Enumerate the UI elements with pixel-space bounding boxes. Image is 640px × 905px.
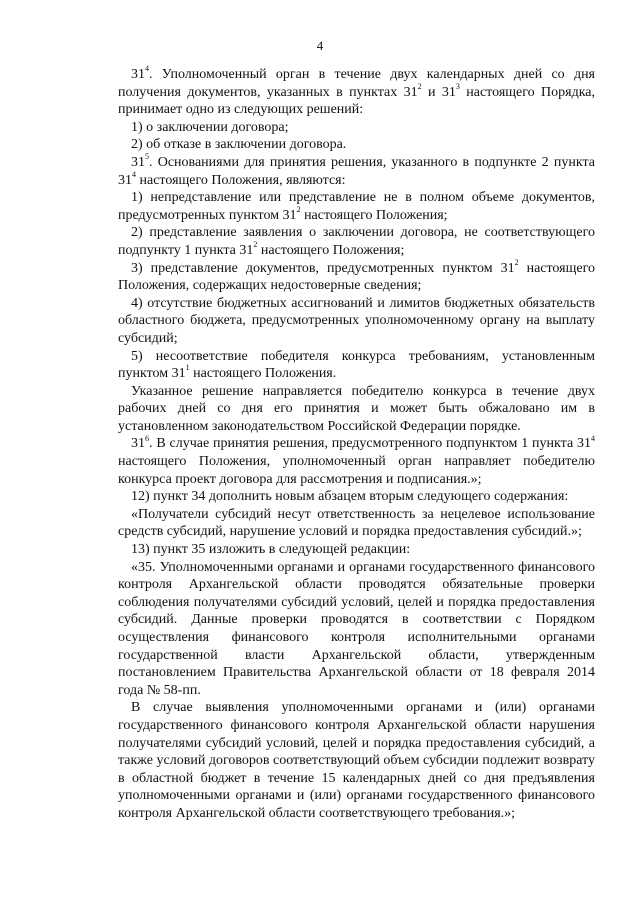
- amendment-item-12: 12) пункт 34 дополнить новым абзацем вторым следующего содержания:: [131, 489, 569, 505]
- list-item: 5) несоответствие победителя конкурса требованиям, установленным пунктом $31^1$ настоящего Положения.: [118, 348, 595, 382]
- paragraph-31-4: $31^4$. Уполномоченный орган в течение двух календарных дней со дня получения документов, указанных в пунктах $31^2$ и $31^3$ настоящего Порядка, принимает одно из следующих решений:: [118, 64, 596, 118]
- list-item: 2) об отказе в заключении договора.: [131, 137, 347, 153]
- paragraph-31-5: $31^5$. Основаниями для принятия решения, указанного в подпункте 2 пункта $31^4$ настоящего Положения, являются:: [118, 152, 595, 188]
- list-item: 1) непредставление или представление не в полном объеме документов, предусмотренных пунктом $31^2$ настоящего Положения;: [118, 190, 595, 223]
- amendment-item-13: 13) пункт 35 изложить в следующей редакции:: [131, 542, 411, 558]
- page-number: 4: [316, 38, 324, 53]
- list-item: 2) представление заявления о заключении договора, не соответствующего подпункту 1 пункта $31^2$ настоящего Положения;: [118, 225, 595, 258]
- document-body: [118, 66, 595, 823]
- paragraph: В случае выявления уполномоченными органами и (или) органами государственного финансового контроля Архангельской области нарушения получателями субсидий условий, целей и порядка предоставления субсидий, а также условий договоров соответствующий объем субсидии подлежит возврату в областной бюджет в течение 15 календарных дней со дня предъявления уполномоченными органами и (или) органами государственного финансового контроля Архангельской области соответствующего требования.»;: [118, 700, 595, 821]
- list-item: 3) представление документов, предусмотренных пунктом $31^2$ настоящего Положения, содержащих недостоверные сведения;: [118, 257, 595, 294]
- quoted-paragraph: «Получатели субсидий несут ответственность за нецелевое использование средств субсидий, нарушение условий и порядка предоставления субсидий.»;: [118, 506, 595, 540]
- list-item: 4) отсутствие бюджетных ассигнований и лимитов бюджетных обязательств областного бюджета, предусмотренных уполномоченному органу на выплату субсидий;: [118, 295, 595, 346]
- paragraph: Указанное решение направляется победителю конкурса в течение двух рабочих дней со дня его принятия и может быть обжаловано им в установленном законодательством Российской Федерации порядке.: [118, 383, 595, 434]
- paragraph-31-6: $31^6$. В случае принятия решения, предусмотренного подпунктом 1 пункта $31^4$ настоящего Положения, уполномоченный орган направляет победителю конкурса проект договора для рассмотрения и подписания.»;: [118, 433, 595, 487]
- list-item: 1) о заключении договора;: [131, 119, 289, 135]
- paragraph-35: «35. Уполномоченными органами и органами государственного финансового контроля Архангельской области проводятся обязательные проверки соблюдения получателями субсидий условий, целей и порядка предоставления субсидий. Данные проверки проводятся в соответствии с Порядком осуществления финансового контроля исполнительными органами государственной власти Архангельской области, утвержденным постановлением Правительства Архангельской области от 18 февраля 2014 года № 58-пп.: [118, 559, 595, 698]
